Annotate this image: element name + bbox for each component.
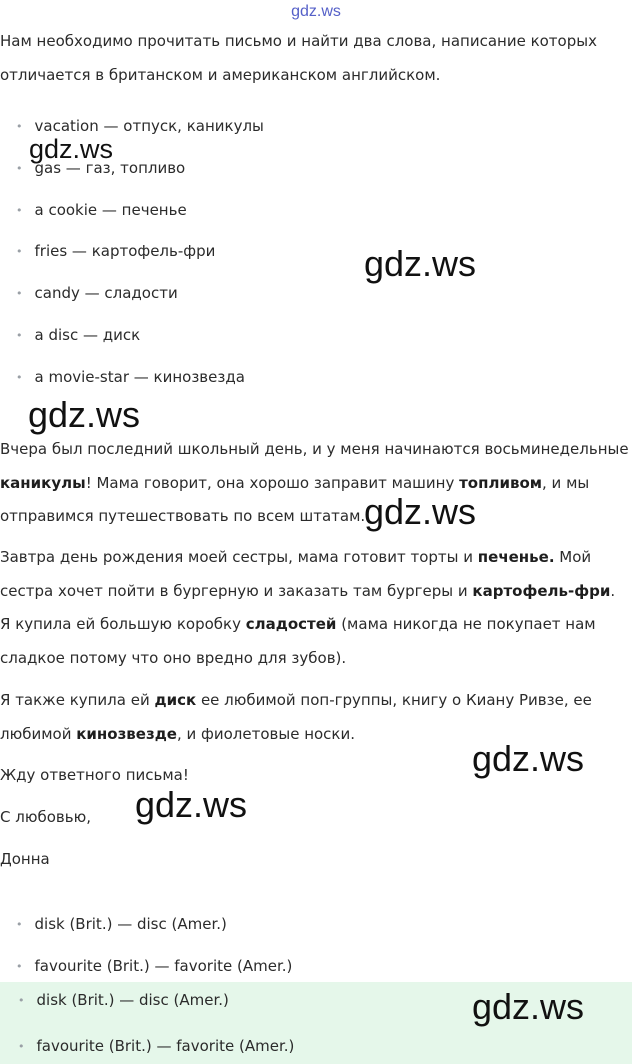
bold-word: топливом: [459, 473, 543, 492]
intro-line-2: отличается в британском и американском английском.: [0, 65, 441, 84]
top-watermark: gdz.ws: [291, 3, 341, 20]
letter-closing: Жду ответного письма!: [0, 766, 189, 784]
bold-word: картофель-фри: [472, 581, 611, 600]
bullet-icon: •: [16, 960, 23, 973]
list-item-text: favourite (Brit.) — favorite (Amer.): [34, 957, 293, 975]
watermark: gdz.ws: [28, 394, 141, 435]
intro-paragraph: [0, 25, 630, 92]
bold-word: сладостей: [245, 615, 337, 633]
letter-signature: Донна: [0, 850, 50, 868]
bullet-icon: •: [16, 162, 23, 175]
bullet-icon: •: [16, 120, 23, 133]
list-item-text: a disc — диск: [34, 326, 141, 344]
watermark: gdz.ws: [472, 986, 585, 1027]
bold-word: каникулы: [0, 473, 86, 492]
list-item-text: gas — газ, топливо: [34, 159, 186, 177]
list-item-text: vacation — отпуск, каникулы: [34, 117, 264, 135]
letter-signoff: С любовью,: [0, 808, 91, 826]
bullet-icon: •: [16, 245, 23, 258]
bullet-icon: •: [16, 371, 23, 384]
list-item-text: disk (Brit.) — disc (Amer.): [36, 991, 229, 1009]
watermark: gdz.ws: [29, 134, 114, 164]
list-item: [16, 954, 292, 978]
list-item: [18, 1034, 294, 1058]
list-item-text: favourite (Brit.) — favorite (Amer.): [36, 1037, 295, 1055]
list-item: [16, 198, 187, 222]
bold-word: диск: [154, 691, 197, 709]
list-item: [18, 988, 229, 1012]
bullet-icon: •: [16, 287, 23, 300]
list-item: [16, 912, 227, 936]
bullet-icon: •: [16, 918, 23, 931]
bullet-icon: •: [18, 994, 25, 1007]
list-item-text: a movie-star — кинозвезда: [34, 368, 245, 386]
list-item: [16, 323, 140, 347]
list-item: [16, 365, 245, 389]
bullet-icon: •: [16, 329, 23, 342]
letter-paragraph-1: Вчера был последний школьный день, и у меня начинаются восьминедельные каникулы! Мама говорит, она хорошо заправит машину топливом, и мы отправимся путешествовать по всем штатам.: [0, 440, 629, 525]
list-item-text: disk (Brit.) — disc (Amer.): [34, 915, 227, 933]
list-item-text: candy — сладости: [34, 284, 178, 302]
watermark: gdz.ws: [364, 243, 477, 284]
watermark: gdz.ws: [135, 784, 248, 825]
watermark: gdz.ws: [364, 491, 477, 532]
bold-word: кинозвезде: [76, 724, 177, 743]
list-item-text: a cookie — печенье: [34, 201, 187, 219]
watermark: gdz.ws: [472, 738, 585, 779]
list-item: [16, 239, 215, 263]
list-item-text: fries — картофель-фри: [34, 242, 216, 260]
bullet-icon: •: [16, 204, 23, 217]
bullet-icon: •: [18, 1040, 25, 1053]
letter-paragraph-3: Я также купила ей диск ее любимой поп-группы, книгу о Киану Ривзе, ее любимой кинозвезде, и фиолетовые носки.: [0, 691, 592, 743]
bold-word: печенье.: [477, 548, 555, 566]
list-item: [16, 281, 178, 305]
intro-line-1: Нам необходимо прочитать письмо и найти два слова, написание которых: [0, 32, 597, 50]
letter-paragraph-2: Завтра день рождения моей сестры, мама готовит торты и печенье. Мой сестра хочет пойти в бургерную и заказать там бургеры и картофель-фри. Я купила ей большую коробку сладостей (мама никогда не покупает нам сладкое потому что оно вредно для зубов).: [0, 548, 616, 667]
